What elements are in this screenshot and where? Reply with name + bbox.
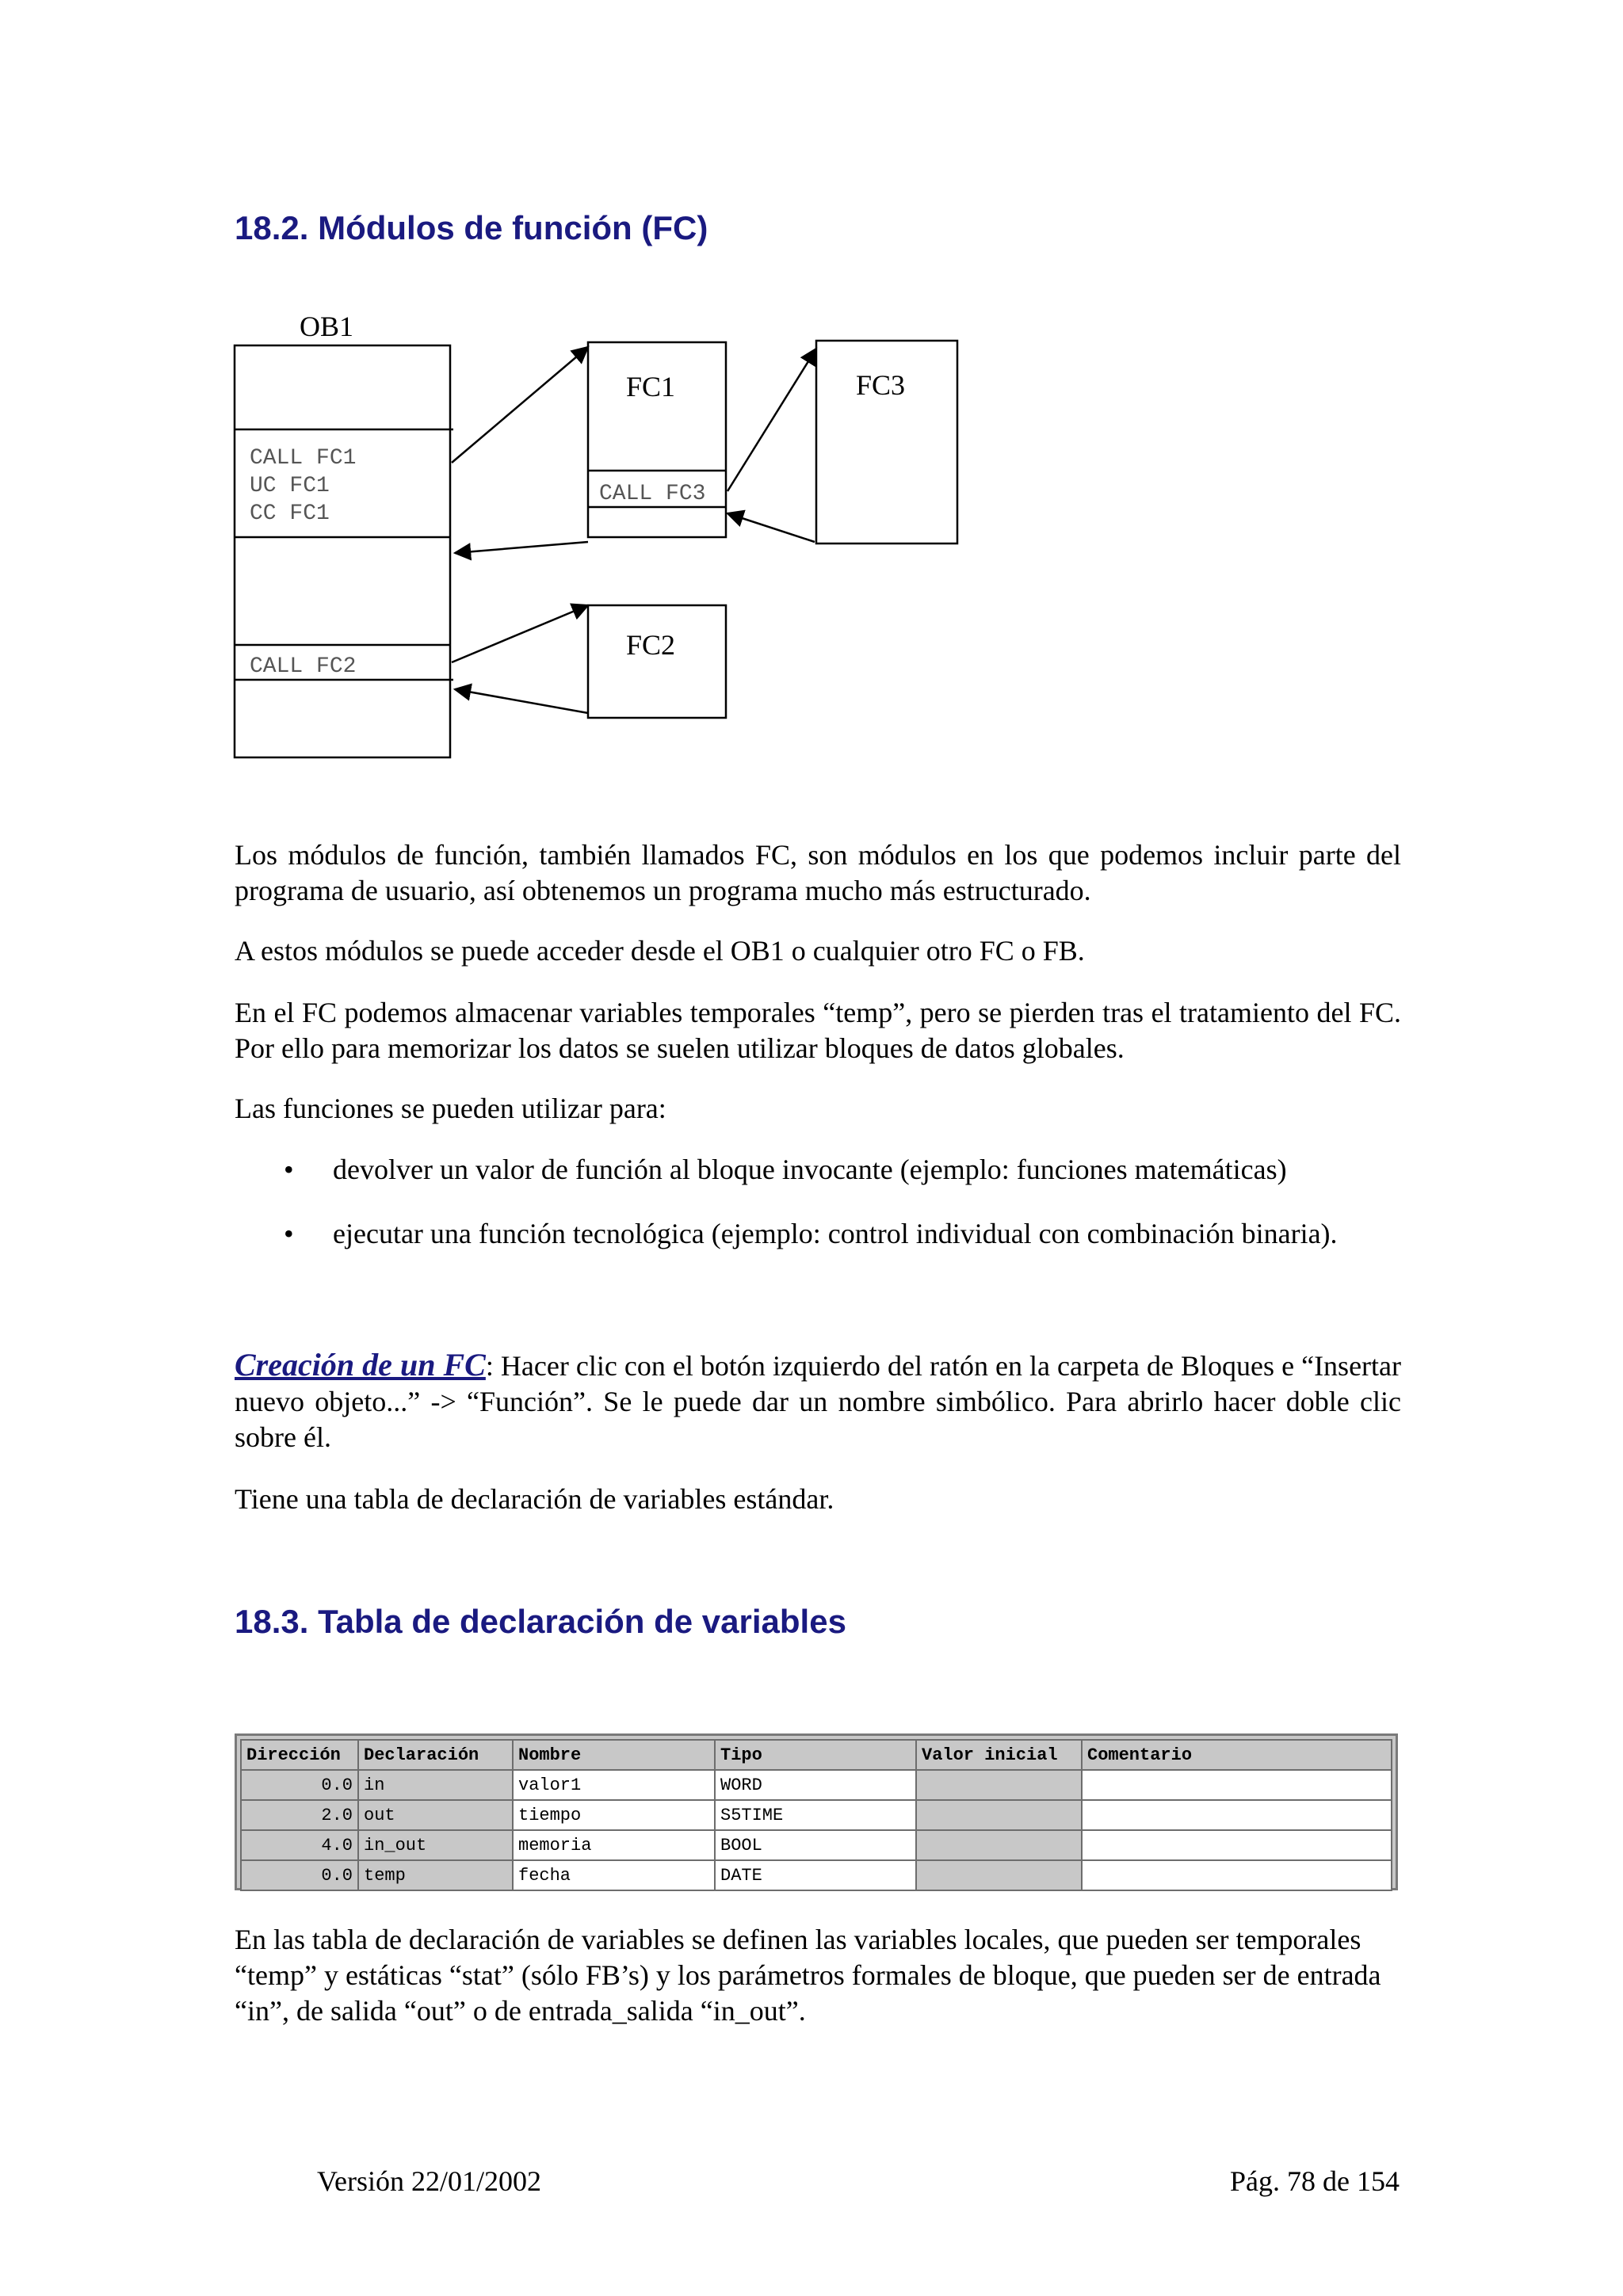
arrow-fc1-to-fc3: [727, 349, 816, 491]
table-row: 0.0 in valor1 WORD: [241, 1770, 1392, 1800]
create-fc-heading: Creación de un FC: [235, 1347, 486, 1383]
section-title: 18.3. Tabla de declaración de variables: [235, 1603, 846, 1640]
paragraph-uses: Las funciones se pueden utilizar para:: [235, 1093, 666, 1124]
table-row: 4.0 in_out memoria BOOL: [241, 1830, 1392, 1860]
list-item: • ejecutar una función tecnológica (ejemplo: control individual con combinación binaria).: [235, 1216, 1401, 1252]
paragraph-create-fc: Creación de un FC: Hacer clic con el botón izquierdo del ratón en la carpeta de Bloques e “Insertar nuevo objeto...” -> “Función”. Se le puede dar un nombre simbólico. Para abrirlo hacer doble clic sobre él.: [235, 1347, 1402, 1453]
footer-page-number: Pág. 78 de 154: [1230, 2165, 1400, 2197]
column-header: Dirección: [241, 1740, 358, 1770]
ob1-code-cc-fc1: CC FC1: [250, 502, 330, 526]
arrow-fc3-to-fc1: [727, 513, 815, 542]
fc2-label: FC2: [626, 629, 676, 661]
paragraph-temp-vars: En el FC podemos almacenar variables temporales “temp”, pero se pierden tras el tratamiento del FC. Por ello para memorizar los datos se suelen utilizar bloques de datos globales.: [235, 997, 1401, 1064]
footer-version: Versión 22/01/2002: [317, 2165, 541, 2197]
fc-call-diagram: [0, 0, 1623, 792]
column-header: Comentario: [1082, 1740, 1392, 1770]
ob1-code-uc-fc1: UC FC1: [250, 474, 330, 498]
bullet-icon: •: [284, 1154, 294, 1185]
ob1-label: OB1: [300, 311, 354, 342]
fc1-code-call-fc3: CALL FC3: [599, 482, 706, 506]
column-header: Declaración: [358, 1740, 513, 1770]
fc1-label: FC1: [626, 371, 676, 402]
arrow-ob1-to-fc2: [452, 605, 588, 662]
arrow-fc1-to-ob1: [455, 542, 588, 553]
arrow-fc2-to-ob1: [455, 689, 588, 713]
fc2-block: [588, 605, 726, 718]
paragraph-intro: Los módulos de función, también llamados FC, son módulos en los que podemos incluir parte del programa de usuario, así obtenemos un programa mucho más estructurado.: [235, 839, 1401, 906]
variable-declaration-table: [235, 1733, 1398, 1890]
list-item: • devolver un valor de función al bloque invocante (ejemplo: funciones matemáticas): [235, 1152, 1401, 1188]
column-header: Nombre: [513, 1740, 715, 1770]
paragraph-table-explanation: En las tabla de declaración de variables se definen las variables locales, que pueden ser temporales “temp” y estáticas “stat” (sólo FB’s) y los parámetros formales de bloque, que pueden ser de entrada “in”, de salida “out” o de entrada_salida “in_out”.: [235, 1924, 1381, 2027]
fc3-label: FC3: [856, 369, 906, 401]
column-header: Tipo: [715, 1740, 916, 1770]
ob1-code-call-fc2: CALL FC2: [250, 654, 357, 679]
arrow-ob1-to-fc1: [452, 347, 588, 463]
bullet-icon: •: [284, 1218, 294, 1249]
ob1-code-call-fc1: CALL FC1: [250, 446, 357, 471]
section-title: 18.2. Módulos de función (FC): [235, 209, 708, 246]
paragraph-standard-table: Tiene una tabla de declaración de variables estándar.: [235, 1483, 834, 1515]
ob1-block: [235, 345, 450, 757]
uses-list: [235, 1152, 1401, 1280]
table-row: 2.0 out tiempo S5TIME: [241, 1800, 1392, 1830]
table-header-row: [241, 1740, 1392, 1770]
paragraph-access: A estos módulos se puede acceder desde el OB1 o cualquier otro FC o FB.: [235, 935, 1085, 967]
column-header: Valor inicial: [916, 1740, 1082, 1770]
table-row: 0.0 temp fecha DATE: [241, 1860, 1392, 1890]
